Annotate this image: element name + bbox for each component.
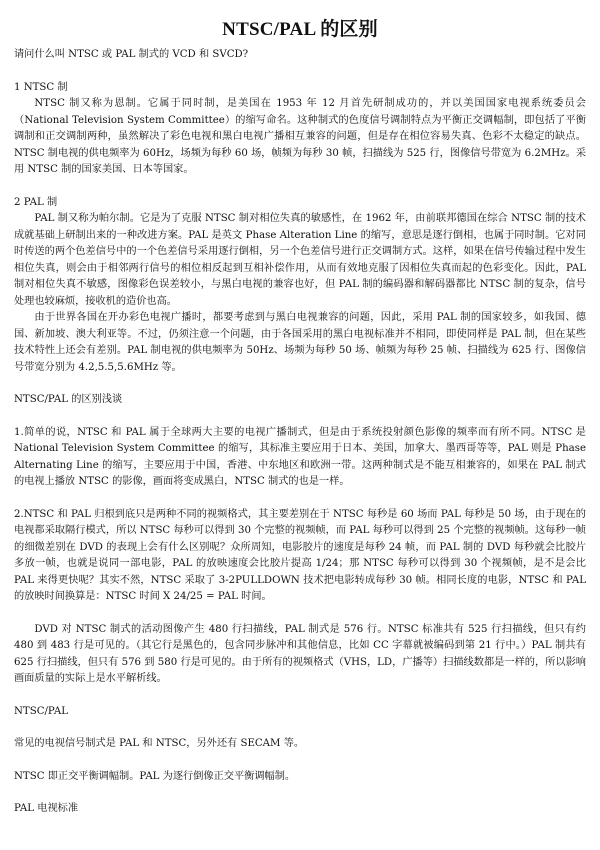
pal-paragraph-1: PAL 制又称为帕尔制。它是为了克服 NTSC 制对相位失真的敏感性，在 1962 年，由前联邦德国在综合 NTSC 制的技术成就基础上研制出来的一种改进方案。PAL 是英文 Phase Alteration Line 的缩写，意思是逐行倒相，也属于同时制。它对同时传送的两个色差信号中的一个色差信号采用逐行倒相，另一个色差信号进行正交调制方式。这样，如果在信号传输过程中发生相位失真，则会由于相邻两行信号的相位相反起到互相补偿作用，从而有效地克服了因相位失真而起的色彩变化。因此，PAL 制对相位失真不敏感，图像彩色误差较小，与黑白电视的兼容也好，但 PAL 制的编码器和解码器都比 NTSC 制的复杂，信号处理也较麻烦，接收机的造价也高。 [14,213,586,307]
question-line: 请问什么叫 NTSC 或 PAL 制式的 VCD 和 SVCD? [14,49,249,60]
page-title: NTSC/PAL 的区别 [222,19,378,40]
pal-heading: 2 PAL 制 [14,196,58,208]
difference-heading: NTSC/PAL 的区别浅谈 [14,394,123,405]
pal-standard-heading: PAL 电视标准 [14,803,79,814]
difference-paragraph-3: DVD 对 NTSC 制式的活动图像产生 480 行扫描线，PAL 制式是 576 行。NTSC 标准共有 525 行扫描线，但只有约 480 到 483 行是可见的。（其它行是黑色的，包含同步脉冲和其他信息，比如 CC 字幕就被编码到第 21 行中。）PAL 制共有 625 行扫描线，但只有 576 到 580 行是可见的。由于所有的视频格式（VHS，LD，广播等）扫描线数都是一样的，所以影响画面质量的实际上是水平解析线。 [14,623,586,684]
difference-paragraph-2: 2.NTSC 和 PAL 归根到底只是两种不同的视频格式，其主要差别在于 NTSC 每秒是 60 场而 PAL 每秒是 50 场，由于现在的电视都采取隔行模式，所以 NTSC 每秒可以得到 30 个完整的视频帧，而 PAL 每秒可以得到 25 个完整的视频帧。这每秒一帧的细微差别在 DVD 的表现上会有什么区别呢？众所周知，电影胶片的速度是每秒 24 帧，而 PAL 制的 DVD 每秒就会比胶片多放一帧，也就是说同一部电影，PAL 的放映速度会比胶片提高 1/24；那 NTSC 每秒可以得到 30 个视频帧，是不是会比 PAL 来得更快呢？其实不然，NTSC 采取了 3-2PULLDOWN 技术把电影转成每秒 30 帧。相同长度的电影，NTSC 和 PAL 的放映时间换算是：NTSC 时间 X 24/25 = PAL 时间。 [14,508,586,602]
pal-paragraph-2: 由于世界各国在开办彩色电视广播时，都要考虑到与黑白电视兼容的问题，因此，采用 PAL 制的国家较多，如我国、德国、新加坡、澳大利亚等。不过，仍须注意一个问题，由于各国采用的黑白电视标准并不相同，即使同样是 PAL 制，但在某些技术特性上还会有差别。PAL 制电视的供电频率为 50Hz、场频为每秒 50 场、帧频为每秒 25 帧、扫描线为 625 行、图像信号带宽分别为 4.2,5.5,5.6MHz 等。 [14,312,586,373]
ntsc-pal-heading: NTSC/PAL [14,705,68,717]
signal-standards-line: 常见的电视信号制式是 PAL 和 NTSC，另外还有 SECAM 等。 [14,738,305,749]
difference-paragraph-1: 1.简单的说，NTSC 和 PAL 属于全球两大主要的电视广播制式，但是由于系统投射颜色影像的频率而有所不同。NTSC 是 National Television System Committee 的缩写，其标准主要应用于日本、美国，加拿大、墨西哥等等，PAL 则是 Phase Alternating Line 的缩写，主要应用于中国，香港、中东地区和欧洲一带。这两种制式是不能互相兼容的，如果在 PAL 制式的电视上播放 NTSC 的影像，画面将变成黑白，NTSC 制式的也是一样。 [14,426,586,487]
modulation-line: NTSC 即正交平衡调幅制。PAL 为逐行倒像正交平衡调幅制。 [14,770,296,782]
ntsc-paragraph: NTSC 制又称为恩制。它属于同时制，是美国在 1953 年 12 月首先研制成功的，并以美国国家电视系统委员会（National Television System Committee）的缩写命名。这种制式的色度信号调制特点为平衡正交调幅制，即包括了平衡调制和正交调制两种，虽然解决了彩色电视和黑白电视广播相互兼容的问题，但是存在相位容易失真、色彩不太稳定的缺点。NTSC 制电视的供电频率为 60Hz，场频为每秒 60 场，帧频为每秒 30 帧，扫描线为 525 行，图像信号带宽为 6.2MHz。采用 NTSC 制的国家美国、日本等国家。 [14,98,586,175]
ntsc-heading: 1 NTSC 制 [14,81,68,93]
